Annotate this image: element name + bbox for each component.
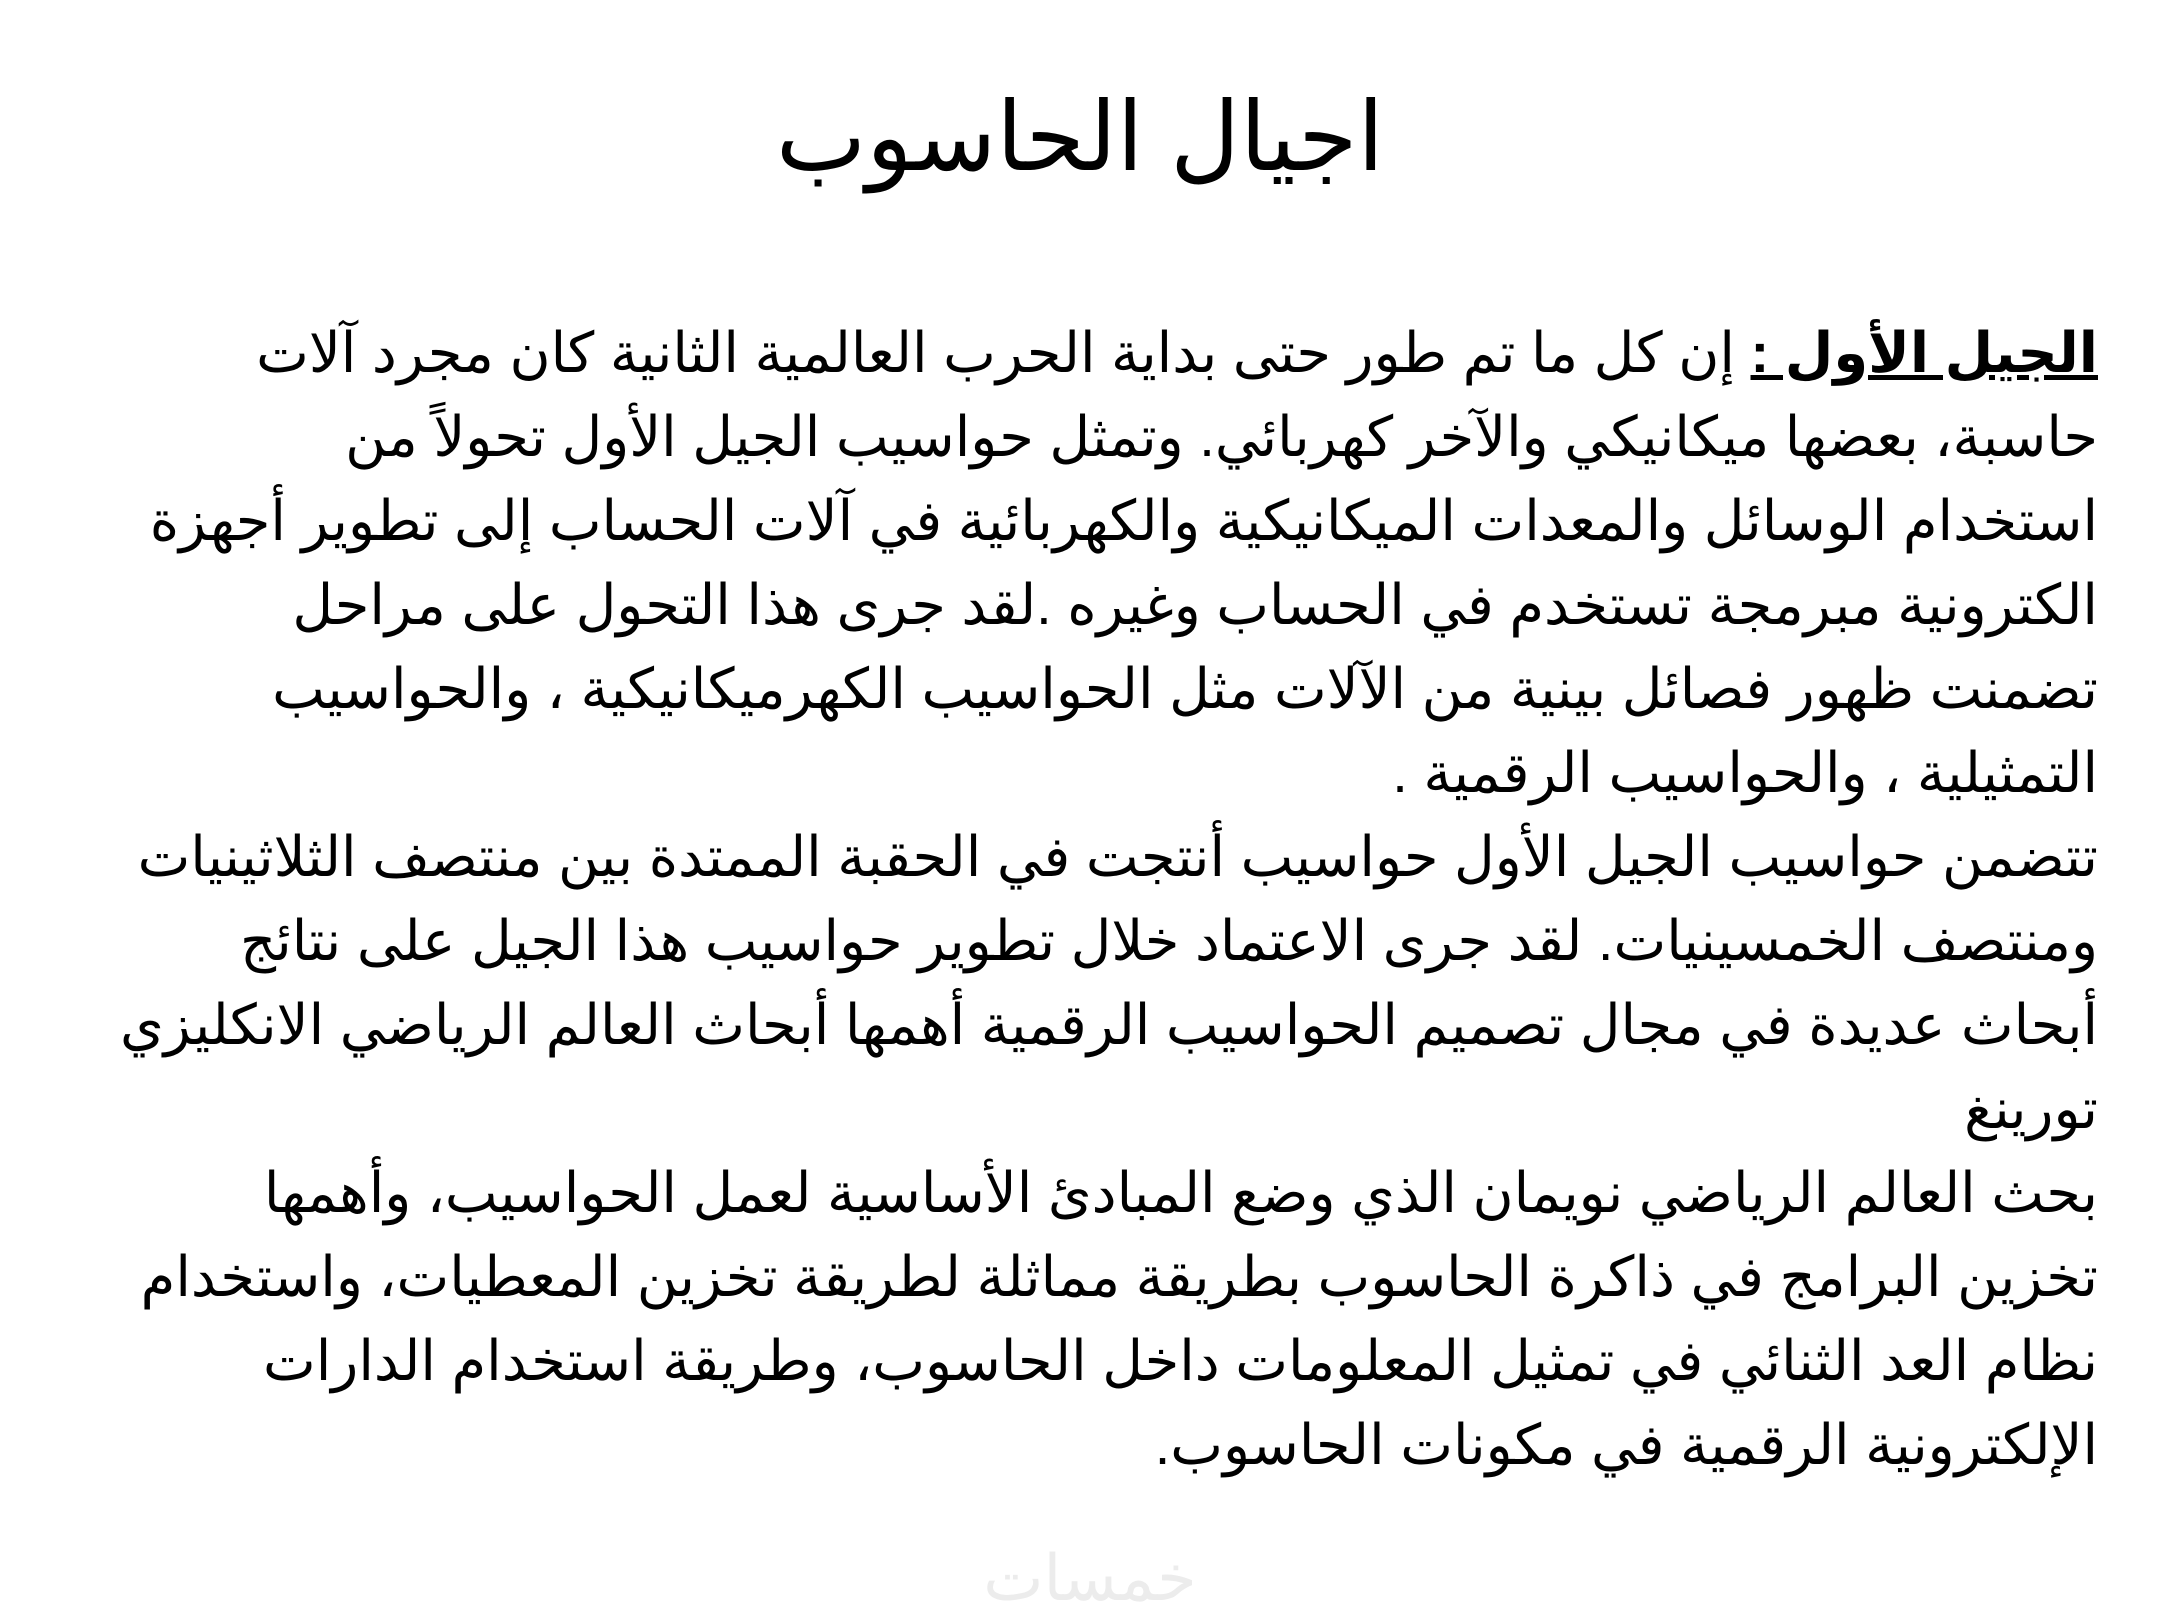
paragraph-line: حاسبة، بعضها ميكانيكي والآخر كهربائي. وتمثل حواسيب الجيل الأول تحولاً من xyxy=(345,405,2098,468)
line-text: إن كل ما تم طور حتى بداية الحرب العالمية الثانية كان مجرد آلات xyxy=(256,321,1751,384)
paragraph-line: تتضمن حواسيب الجيل الأول حواسيب أنتجت في الحقبة الممتدة بين منتصف الثلاثينيات xyxy=(137,825,2098,888)
section-label: الجيل الأول : xyxy=(1750,321,2098,384)
paragraph-line: تخزين البرامج في ذاكرة الحاسوب بطريقة مماثلة لطريقة تخزين المعطيات، واستخدام xyxy=(140,1245,2098,1308)
paragraph-line: بحث العالم الرياضي نويمان الذي وضع المبادئ الأساسية لعمل الحواسيب، وأهمها xyxy=(263,1161,2098,1224)
paragraph-line: استخدام الوسائل والمعدات الميكانيكية والكهربائية في آلات الحساب إلى تطوير أجهزة xyxy=(149,489,2098,552)
paragraph-line: الإلكترونية الرقمية في مكونات الحاسوب. xyxy=(1154,1413,2098,1476)
page-title: اجيال الحاسوب xyxy=(775,84,1385,191)
paragraph-line: تورينغ xyxy=(1964,1077,2098,1140)
paragraph-line xyxy=(256,318,2098,388)
paragraph-line: الكترونية مبرمجة تستخدم في الحساب وغيره .لقد جرى هذا التحول على مراحل xyxy=(292,573,2098,636)
paragraph-line: ومنتصف الخمسينيات. لقد جرى الاعتماد خلال تطوير حواسيب هذا الجيل على نتائج xyxy=(239,909,2098,972)
paragraph-line: نظام العد الثنائي في تمثيل المعلومات داخل الحاسوب، وطريقة استخدام الدارات xyxy=(263,1329,2098,1392)
paragraph-line: أبحاث عديدة في مجال تصميم الحواسيب الرقمية أهمها أبحاث العالم الرياضي الانكليزي xyxy=(119,993,2098,1056)
paragraph-line: تضمنت ظهور فصائل بينية من الآلات مثل الحواسيب الكهرميكانيكية ، والحواسيب xyxy=(272,657,2098,720)
paragraph-line: التمثيلية ، والحواسيب الرقمية . xyxy=(1392,741,2098,804)
watermark-logo: خمسات xyxy=(983,1542,1197,1614)
